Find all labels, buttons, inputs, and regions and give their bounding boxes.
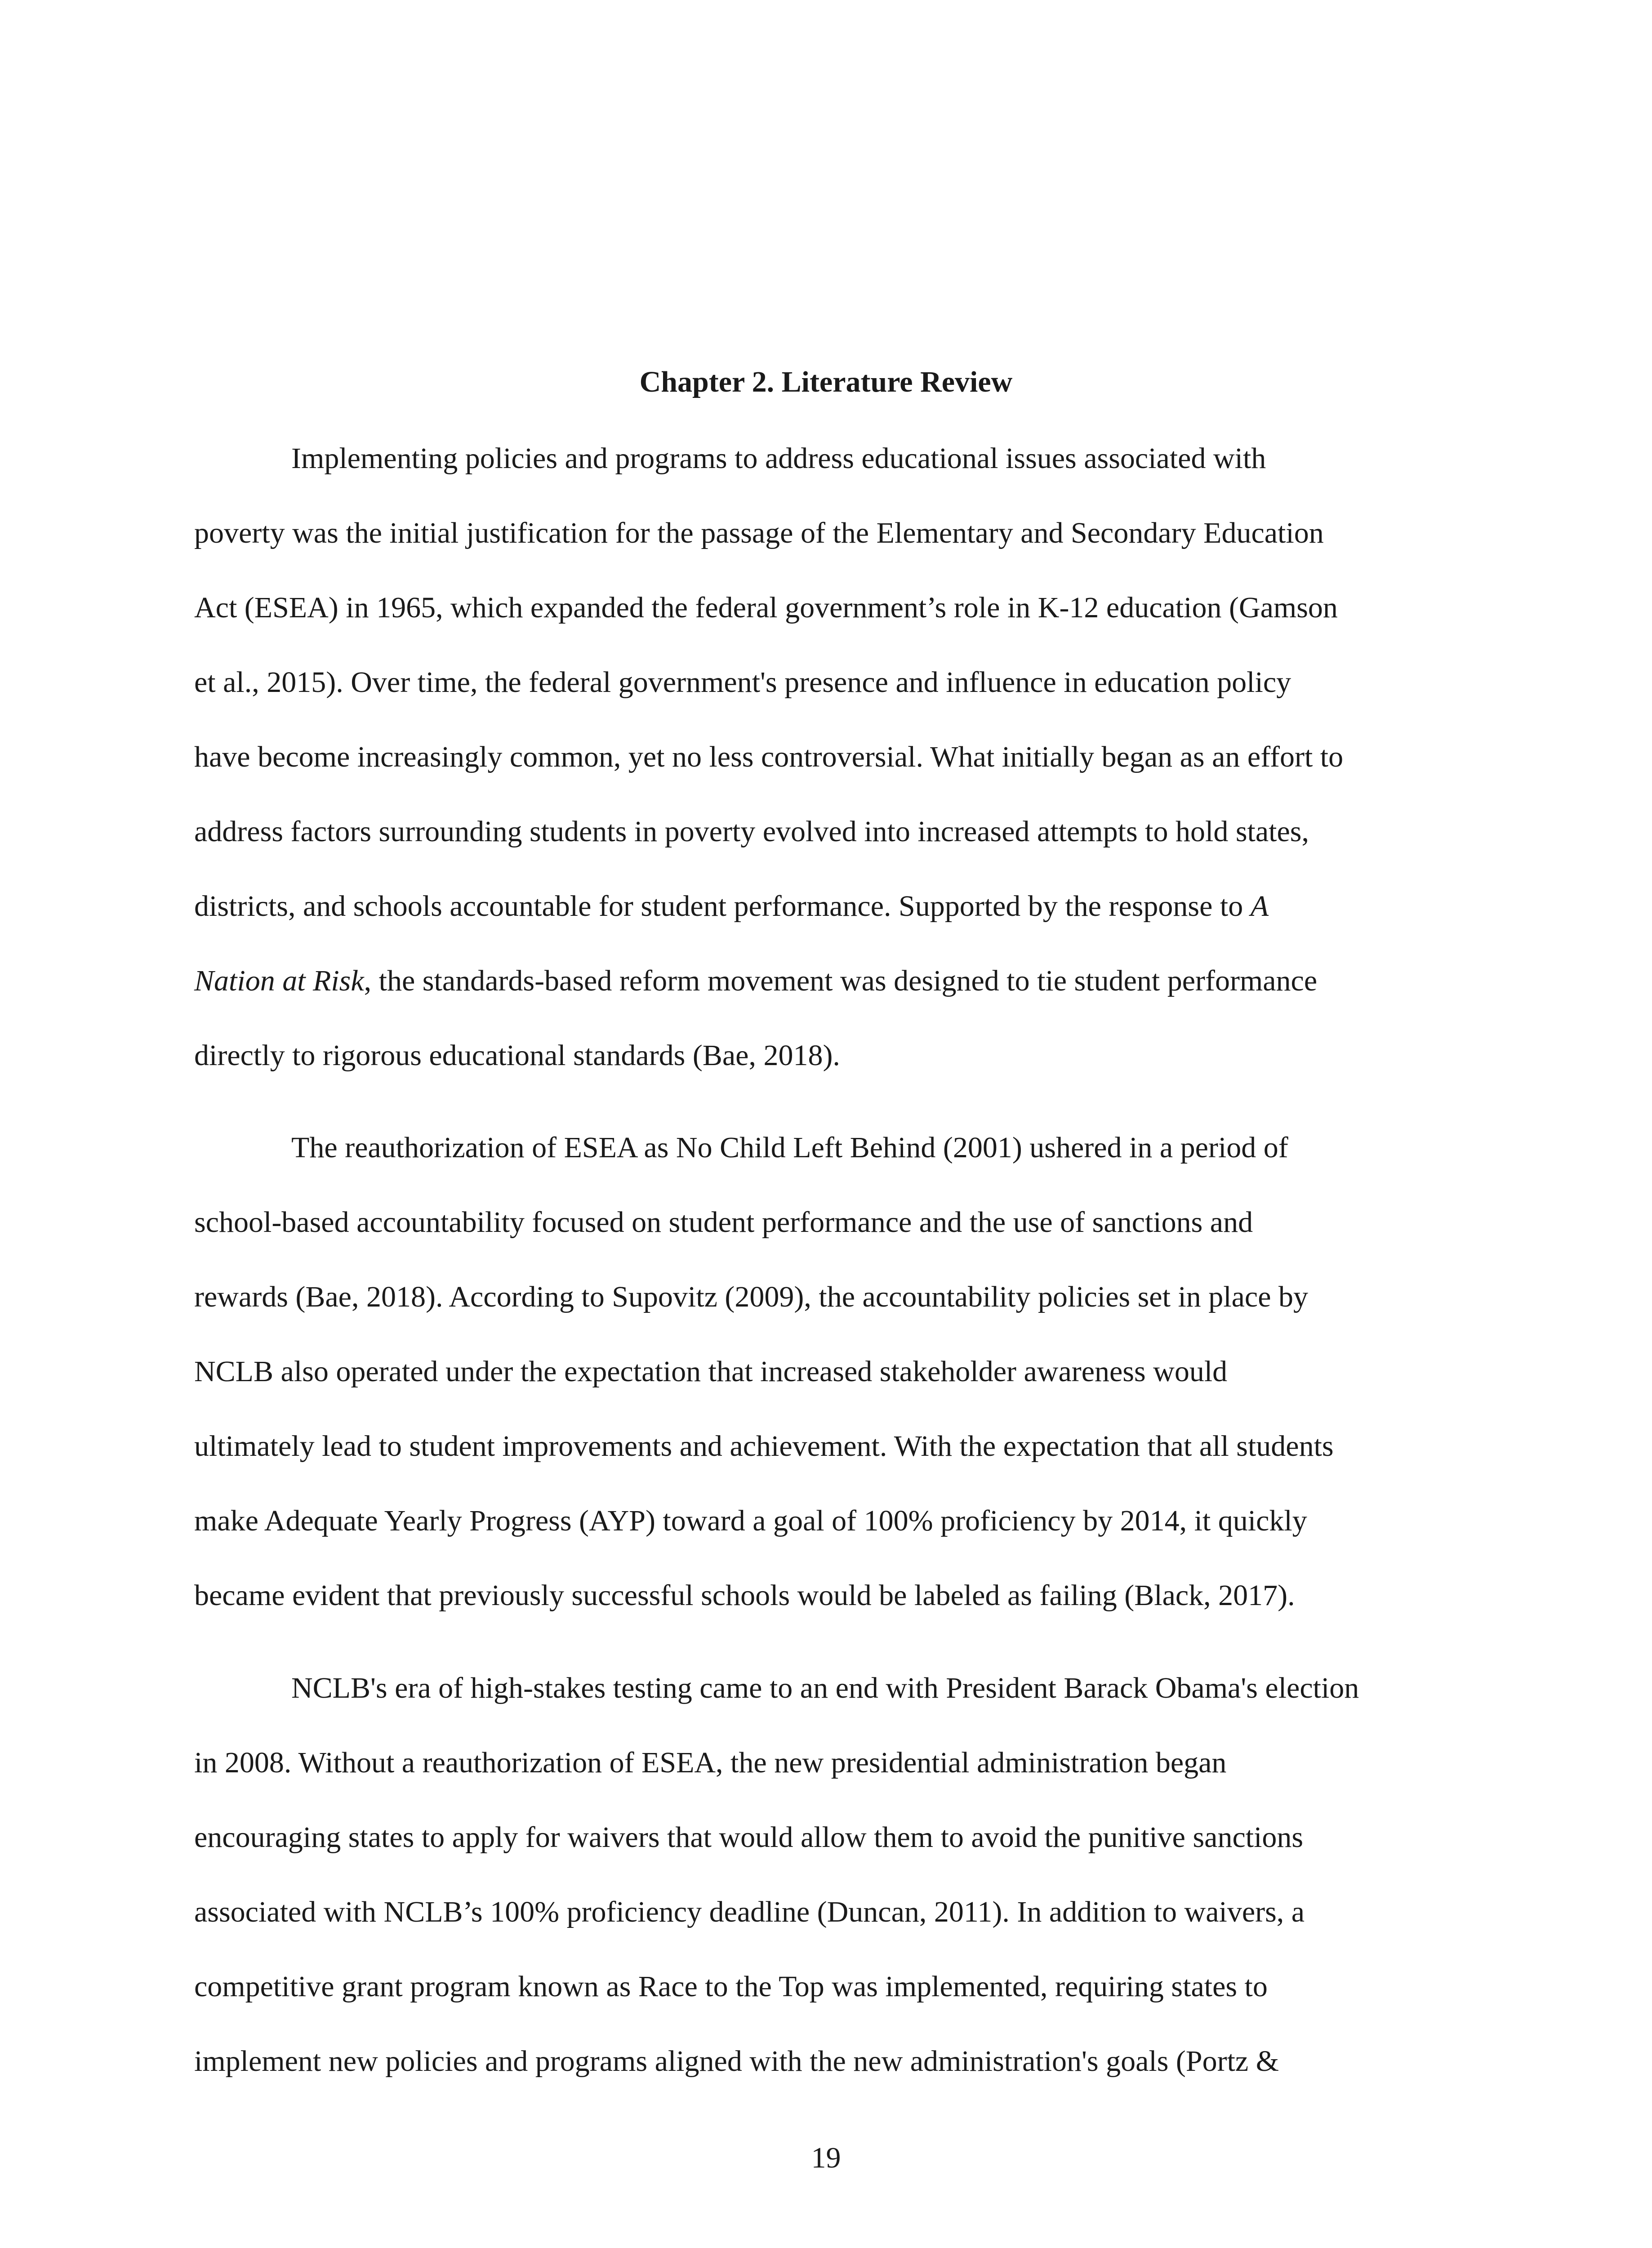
paragraph-3-line-6: implement new policies and programs aligned with the new administration's goals (Portz & [194, 2045, 1279, 2078]
paragraph-1-line-9: directly to rigorous educational standards (Bae, 2018). [194, 1039, 840, 1072]
paragraph-2-line-3: rewards (Bae, 2018). According to Supovitz (2009), the accountability policies set in place by [194, 1280, 1308, 1313]
paragraph-2-line-6: make Adequate Yearly Progress (AYP) toward a goal of 100% proficiency by 2014, it quickly [194, 1504, 1307, 1537]
paragraph-1-line-4: et al., 2015). Over time, the federal government's presence and influence in education policy [194, 666, 1291, 699]
paragraph-1-line-7-text: districts, and schools accountable for student performance. Supported by the response to [194, 890, 1251, 923]
page-number: 19 [811, 2141, 841, 2174]
paragraph-2-line-1: The reauthorization of ESEA as No Child Left Behind (2001) ushered in a period of [291, 1131, 1288, 1164]
paragraph-2-line-4: NCLB also operated under the expectation that increased stakeholder awareness would [194, 1355, 1228, 1388]
paragraph-1-line-8-text: , the standards-based reform movement was designed to tie student performance [364, 964, 1318, 997]
paragraph-3-line-5: competitive grant program known as Race to the Top was implemented, requiring states to [194, 1970, 1268, 2003]
paragraph-1-line-5: have become increasingly common, yet no less controversial. What initially began as an effort to [194, 740, 1344, 773]
paragraph-1-line-1: Implementing policies and programs to address educational issues associated with [291, 442, 1266, 475]
paragraph-3-line-2: in 2008. Without a reauthorization of ESEA, the new presidential administration began [194, 1746, 1227, 1779]
paragraph-1-line-2: poverty was the initial justification for the passage of the Elementary and Secondary Education [194, 517, 1324, 549]
paragraph-1-line-7 [194, 886, 1269, 927]
paragraph-2-line-5: ultimately lead to student improvements and achievement. With the expectation that all students [194, 1430, 1334, 1463]
paragraph-2-line-7: became evident that previously successful schools would be labeled as failing (Black, 2017). [194, 1579, 1295, 1612]
italic-title-start: A [1250, 890, 1269, 923]
italic-title: Nation at Risk [194, 964, 364, 997]
paragraph-1-line-8 [194, 961, 1317, 1001]
paragraph-1-line-3: Act (ESEA) in 1965, which expanded the federal government’s role in K-12 education (Gamson [194, 591, 1338, 624]
paragraph-2-line-2: school-based accountability focused on student performance and the use of sanctions and [194, 1206, 1253, 1239]
paragraph-3-line-1: NCLB's era of high-stakes testing came to an end with President Barack Obama's election [291, 1672, 1359, 1704]
paragraph-3-line-4: associated with NCLB’s 100% proficiency deadline (Duncan, 2011). In addition to waivers, a [194, 1896, 1305, 1928]
chapter-heading: Chapter 2. Literature Review [639, 366, 1013, 398]
paragraph-1-line-6: address factors surrounding students in poverty evolved into increased attempts to hold states, [194, 815, 1309, 848]
paragraph-3-line-3: encouraging states to apply for waivers that would allow them to avoid the punitive sanctions [194, 1821, 1304, 1854]
